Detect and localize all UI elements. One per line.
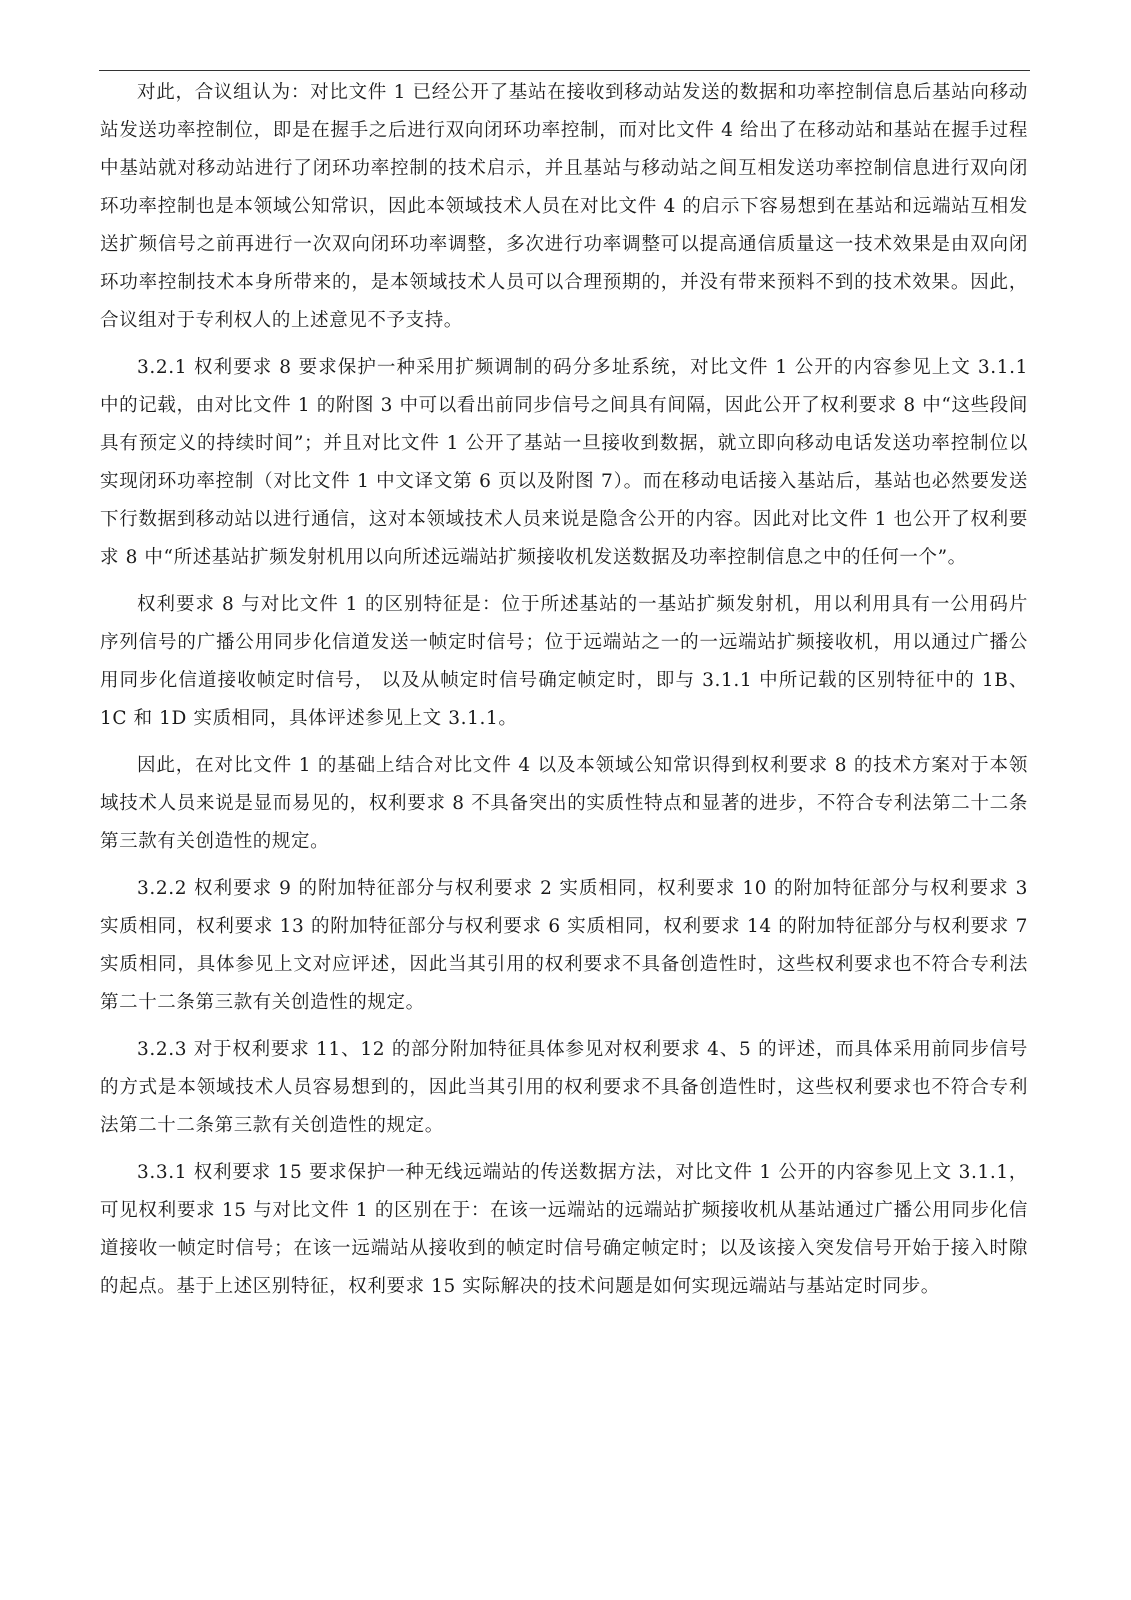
paragraph-panel-opinion: 对此，合议组认为：对比文件 1 已经公开了基站在接收到移动站发送的数据和功率控制信息后基站向移动站发送功率控制位，即是在握手之后进行双向闭环功率控制，而对比文件 4 给出了在移动站和基站在握手过程中基站就对移动站进行了闭环功率控制的技术启示，并且基站与移动站之间互相发送功率控制信息进行双向闭环功率控制也是本领域公知常识，因此本领域技术人员在对比文件 4 的启示下容易想到在基站和远端站互相发送扩频信号之前再进行一次双向闭环功率调整，多次进行功率调整可以提高通信质量这一技术效果是由双向闭环功率控制技术本身所带来的，是本领域技术人员可以合理预期的，并没有带来预料不到的技术效果。因此，合议组对于专利权人的上述意见不予支持。 <box>100 82 1028 331</box>
paragraph-3-2-2: 3.2.2 权利要求 9 的附加特征部分与权利要求 2 实质相同，权利要求 10 的附加特征部分与权利要求 3 实质相同，权利要求 13 的附加特征部分与权利要求 6 实质相同，权利要求 14 的附加特征部分与权利要求 7 实质相同，具体参见上文对应评述，因此当其引用的权利要求不具备创造性时，这些权利要求也不符合专利法第二十二条第三款有关创造性的规定。 <box>100 878 1028 1013</box>
paragraph-claim8-differences: 权利要求 8 与对比文件 1 的区别特征是：位于所述基站的一基站扩频发射机，用以利用具有一公用码片序列信号的广播公用同步化信道发送一帧定时信号；位于远端站之一的一远端站扩频接收机，用以通过广播公用同步化信道接收帧定时信号， 以及从帧定时信号确定帧定时，即与 3.1.1 中所记载的区别特征中的 1B、1C 和 1D 实质相同，具体评述参见上文 3.1.1。 <box>100 594 1028 729</box>
paragraph-3-3-1: 3.3.1 权利要求 15 要求保护一种无线远端站的传送数据方法，对比文件 1 公开的内容参见上文 3.1.1，可见权利要求 15 与对比文件 1 的区别在于：在该一远端站的远端站扩频接收机从基站通过广播公用同步化信道接收一帧定时信号；在该一远端站从接收到的帧定时信号确定帧定时；以及该接入突发信号开始于接入时隙的起点。基于上述区别特征，权利要求 15 实际解决的技术问题是如何实现远端站与基站定时同步。 <box>100 1162 1028 1297</box>
paragraph-3-2-3: 3.2.3 对于权利要求 11、12 的部分附加特征具体参见对权利要求 4、5 的评述，而具体采用前同步信号的方式是本领域技术人员容易想到的，因此当其引用的权利要求不具备创造性时，这些权利要求也不符合专利法第二十二条第三款有关创造性的规定。 <box>100 1039 1028 1136</box>
header-divider <box>99 70 1030 71</box>
paragraph-claim8-conclusion: 因此，在对比文件 1 的基础上结合对比文件 4 以及本领域公知常识得到权利要求 8 的技术方案对于本领域技术人员来说是显而易见的，权利要求 8 不具备突出的实质性特点和显著的进步，不符合专利法第二十二条第三款有关创造性的规定。 <box>100 755 1028 852</box>
document-body <box>100 74 1028 1315</box>
paragraph-3-2-1: 3.2.1 权利要求 8 要求保护一种采用扩频调制的码分多址系统，对比文件 1 公开的内容参见上文 3.1.1 中的记载，由对比文件 1 的附图 3 中可以看出前同步信号之间具有间隔，因此公开了权利要求 8 中“这些段间具有预定义的持续时间”；并且对比文件 1 公开了基站一旦接收到数据，就立即向移动电话发送功率控制位以实现闭环功率控制（对比文件 1 中文译文第 6 页以及附图 7）。而在移动电话接入基站后，基站也必然要发送下行数据到移动站以进行通信，这对本领域技术人员来说是隐含公开的内容。因此对比文件 1 也公开了权利要求 8 中“所述基站扩频发射机用以向所述远端站扩频接收机发送数据及功率控制信息之中的任何一个”。 <box>100 357 1028 568</box>
